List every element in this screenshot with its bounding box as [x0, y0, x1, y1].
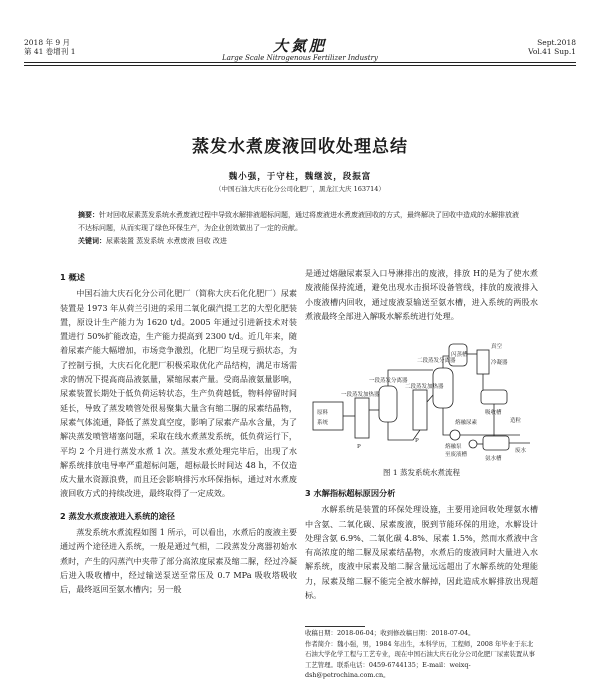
- label-system: 系统: [317, 420, 329, 426]
- author-bio: 作者简介：魏小强，男，1984 年出生，本科学历，工程师，2008 年毕业于东北石油大学化学工程与工艺专业，现在中国石油大庆石化分公司化肥厂尿素装置从事工艺管理。联系电话：0459-6744135；E-mail：weixq-dsh@petrochina.com.cn。: [305, 639, 536, 679]
- section-1-heading: 1 概述: [60, 272, 85, 282]
- second-heater: [413, 390, 427, 430]
- article-title: 蒸发水煮废液回收处理总结: [192, 137, 408, 157]
- header-rule-thick: [24, 62, 576, 63]
- volume-cn: 第 41 卷增刊 1: [24, 47, 76, 56]
- abstract: [78, 208, 520, 235]
- running-header: [24, 38, 576, 64]
- transfer-pump: [469, 440, 477, 448]
- figure-caption: 图 1 蒸发系统水煮流程: [382, 468, 461, 477]
- ammonia-tank: [483, 436, 509, 450]
- issue-date-en: Sept.2018: [537, 38, 576, 47]
- label-first-heater: 一段蒸发加热器: [341, 392, 380, 398]
- issue-date: 2018 年 9 月: [24, 38, 71, 47]
- keywords: [78, 236, 520, 246]
- author-list: 魏小强，于守柱，魏继波，段振富: [228, 172, 372, 182]
- label-second-heater: 二段蒸发加热器: [405, 384, 444, 390]
- header-center: [24, 38, 576, 63]
- condenser: [477, 350, 489, 374]
- label-melt-pump: 熔融泵: [445, 444, 462, 450]
- abstract-label: 摘要：: [78, 210, 99, 219]
- section-3-paragraph: 水解系统是装置的环保处理设施，主要用途回收处理氨水槽中含氨、二氧化碳、尿素废液，脱到节能环保的用途，水解设计处理含氨 6.9%、二氧化碳 4.8%、尿素 1.5%，然而水煮液中含有高浓度的缩二脲及尿素结晶物，水煮后的废液同时大量进入水解系统，废液中尿素及缩二脲含量远远超出了水解系统的处理能力，尿素及缩二脲不能完全被水解掉，因此造成水解排放出现超标。: [305, 504, 538, 601]
- footnotes: [305, 626, 538, 681]
- section-1-paragraph: 中国石油大庆石化分公司化肥厂（简称大庆石化化肥厂）尿素装置是 1973 年从荷兰引进的采用二氧化碳汽提工艺的大型化肥装置，原设计生产能力为 1620 t/d。2005 年通过引进新技术对装置进行 50%扩能改造，生产能力提高到 2300 t/d。近几年来，随着尿素产能大幅增加，市场竞争激烈，化肥厂均呈现亏损状态，为了控制亏损，大庆石化化肥厂积极采取优化产品结构，满足市场需求的情况下提高商品液氨量，紧缩尿素产量。受商品液氨量影响，尿素装置长期处于低负荷运转状态，生产负荷越低，物料停留时间延长，导致了蒸发喷管处很易聚集大量含有缩二脲的尿素结晶物，尿素气体流通，降低了蒸发真空度，影响了尿素产品水含量，为了解决蒸发喷管堵塞问题，采取在线水煮蒸发系统，低负荷运行下，平均 2 个月进行蒸发水煮 1 次。蒸发水煮处理完毕后，出现了水解系统排放电导率严重超标问题，超标最长时间达 48 h，不仅造成大量水资源浪费，而且还会影响排污水环保指标，通过对水煮废液回收方式的持续改进，最终取得了一定成效。: [60, 288, 297, 499]
- section-2-paragraph: 蒸发系统水煮流程如图 1 所示，可以看出，水煮后的废液主要通过两个途径进入系统，一般是通过气相，二段蒸发分离器初始水煮时，产生的闪蒸汽中夹带了部分高浓度尿素及缩二脲，经过冷凝后进入吸收槽中，经过输送泵送至常压及 0.7 MPa 吸收塔吸收后，最终返回至氨水槽内；另一般: [60, 527, 297, 595]
- label-condenser: 冷凝器: [491, 360, 508, 366]
- first-heater: [355, 398, 369, 438]
- section-2-heading: 2 蒸发水煮废液进入系统的途径: [60, 510, 175, 521]
- label-vacuum: 真空: [491, 344, 503, 350]
- journal-name-en: Large Scale Nitrogenous Fertilizer Industry: [222, 54, 378, 62]
- left-column: [60, 266, 297, 597]
- label-feed: 原料: [317, 410, 329, 416]
- label-waste-water: 废水: [515, 448, 527, 454]
- process-flow-diagram: [305, 340, 538, 465]
- label-p2: P: [415, 438, 419, 444]
- label-p1: P: [357, 444, 361, 450]
- footnote-rule: [305, 626, 365, 627]
- absorber-tank: [481, 390, 507, 404]
- melt-pump: [450, 430, 460, 440]
- label-to-granulation: 造粒: [510, 418, 522, 424]
- first-separator: [379, 386, 397, 422]
- label-second-separator: 二段蒸发分离器: [417, 358, 456, 364]
- label-melt-urea: 熔融尿素: [455, 420, 478, 426]
- header-right: [528, 38, 576, 56]
- volume-en: Vol.41 Sup.1: [528, 47, 576, 56]
- label-to-waste-tank: 至废液槽: [445, 452, 468, 458]
- affiliation: （中国石油大庆石化分公司化肥厂，黑龙江大庆 163714）: [215, 185, 385, 193]
- received-date: 收稿日期：2018-06-04；收到修改稿日期：2018-07-04。: [305, 629, 475, 637]
- label-first-separator: 一段蒸发分离器: [369, 378, 408, 384]
- label-flash-tank: 闪蒸槽: [451, 352, 468, 358]
- label-ammonia-tank: 氨水槽: [485, 456, 502, 462]
- right-column-bottom: [305, 482, 538, 602]
- keywords-label: 关键词：: [78, 236, 106, 245]
- keywords-text: 尿素装置 蒸发系统 水煮废液 回收 改进: [106, 237, 227, 245]
- section-3-heading: 3 水解指标超标原因分析: [305, 488, 396, 498]
- journal-logo: 大氮肥: [272, 37, 327, 55]
- header-rule-thin: [24, 65, 576, 66]
- label-absorber-tank: 吸收槽: [485, 410, 502, 416]
- right-column-top: [305, 266, 538, 323]
- continued-paragraph: 是通过熔融尿素泵入口导淋排出的废液，排放 H的是为了使水煮废液能保持流通，避免出现水击损坏设备管线，排放的废液排入小废液槽内回收，通过废液泵输送至氨水槽，进入系统的两股水煮液最终全部进入解吸水解系统进行处理。: [305, 268, 538, 321]
- abstract-text: 针对回收尿素蒸发系统水煮废液过程中导致水解排液超标问题，通过将废液进水煮废液回收的方式，最终解决了回收中造成的水解排放液不达标问题，从而实现了绿色环保生产，为企业创效做出了一定的贡献。: [78, 211, 519, 232]
